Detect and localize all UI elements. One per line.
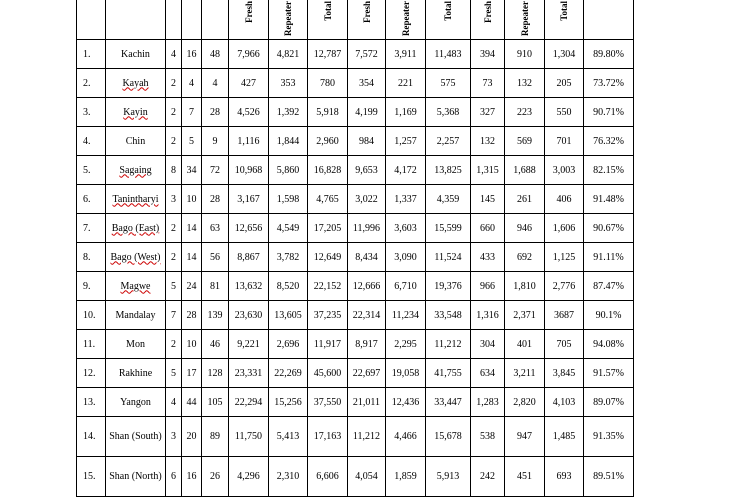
table-row (77, 417, 634, 457)
table-cell: 37,550 (308, 388, 348, 417)
table-cell: 22,269 (269, 359, 308, 388)
table-cell: 16 (182, 457, 202, 497)
row-number: 9. (77, 272, 106, 301)
table-cell: 105 (202, 388, 229, 417)
table-cell: 1,337 (386, 185, 426, 214)
table-cell: 3,003 (545, 156, 584, 185)
row-number: 3. (77, 98, 106, 127)
percentage-cell: 91.35% (584, 417, 634, 457)
table-cell: 17,205 (308, 214, 348, 243)
table-cell: 7 (182, 98, 202, 127)
percentage-cell: 90.1% (584, 301, 634, 330)
table-cell: 8,867 (229, 243, 269, 272)
row-number: 12. (77, 359, 106, 388)
table-cell: 705 (545, 330, 584, 359)
table-cell: 21,011 (348, 388, 386, 417)
table-cell: 1,116 (229, 127, 269, 156)
table-cell: 1,257 (386, 127, 426, 156)
table-row (77, 243, 634, 272)
percentage-cell: 91.11% (584, 243, 634, 272)
header-repeater-3: Repeater (505, 0, 545, 40)
percentage-cell: 87.47% (584, 272, 634, 301)
table-cell: 2 (166, 243, 182, 272)
row-number: 4. (77, 127, 106, 156)
table-cell: 4 (166, 40, 182, 69)
table-row (77, 272, 634, 301)
table-cell: 205 (545, 69, 584, 98)
table-cell: 4 (182, 69, 202, 98)
table-cell: 5 (166, 272, 182, 301)
table-cell: 6 (166, 457, 182, 497)
table-cell: 3,167 (229, 185, 269, 214)
region-name: Sagaing (106, 156, 166, 185)
table-cell: 4,296 (229, 457, 269, 497)
region-name: Tanintharyi (106, 185, 166, 214)
percentage-cell: 82.15% (584, 156, 634, 185)
header-total-3: Total (545, 0, 584, 40)
table-cell: 575 (426, 69, 471, 98)
table-cell: 128 (202, 359, 229, 388)
table-cell: 692 (505, 243, 545, 272)
table-cell: 1,485 (545, 417, 584, 457)
table-cell: 2 (166, 69, 182, 98)
table-cell: 4,466 (386, 417, 426, 457)
table-cell: 22,152 (308, 272, 348, 301)
table-row (77, 457, 634, 497)
table-cell: 4,103 (545, 388, 584, 417)
table-cell: 701 (545, 127, 584, 156)
header-total-2: Total (426, 0, 471, 40)
table-cell: 8,434 (348, 243, 386, 272)
table-cell: 12,787 (308, 40, 348, 69)
header-row (77, 0, 634, 40)
table-cell: 73 (471, 69, 505, 98)
table-cell: 6,710 (386, 272, 426, 301)
table-cell: 33,548 (426, 301, 471, 330)
table-cell: 2 (166, 330, 182, 359)
table-cell: 780 (308, 69, 348, 98)
table-cell: 26 (202, 457, 229, 497)
table-cell: 223 (505, 98, 545, 127)
header-cell (106, 0, 166, 40)
table-cell: 9,221 (229, 330, 269, 359)
region-name: Yangon (106, 388, 166, 417)
row-number: 6. (77, 185, 106, 214)
table-cell: 427 (229, 69, 269, 98)
table-cell: 15,599 (426, 214, 471, 243)
table-cell: 132 (471, 127, 505, 156)
header-cell (202, 0, 229, 40)
table-cell: 4,549 (269, 214, 308, 243)
table-cell: 19,058 (386, 359, 426, 388)
table-cell: 1,125 (545, 243, 584, 272)
table-cell: 4,359 (426, 185, 471, 214)
table-cell: 81 (202, 272, 229, 301)
table-cell: 3687 (545, 301, 584, 330)
region-name: Kayah (106, 69, 166, 98)
table-cell: 7,966 (229, 40, 269, 69)
table-cell: 37,235 (308, 301, 348, 330)
table-cell: 5,368 (426, 98, 471, 127)
table-cell: 1,283 (471, 388, 505, 417)
header-cell (584, 0, 634, 40)
table-cell: 354 (348, 69, 386, 98)
table-row (77, 127, 634, 156)
header-repeater-2: Repeater (386, 0, 426, 40)
header-fresh-1: Fresh (229, 0, 269, 40)
table-cell: 15,256 (269, 388, 308, 417)
percentage-cell: 94.08% (584, 330, 634, 359)
header-total-1: Total (308, 0, 348, 40)
table-cell: 23,630 (229, 301, 269, 330)
table-cell: 1,598 (269, 185, 308, 214)
table-cell: 660 (471, 214, 505, 243)
table-cell: 15,678 (426, 417, 471, 457)
table-cell: 1,392 (269, 98, 308, 127)
table-cell: 1,315 (471, 156, 505, 185)
percentage-cell: 89.80% (584, 40, 634, 69)
table-cell: 3,211 (505, 359, 545, 388)
table-row (77, 214, 634, 243)
table-cell: 33,447 (426, 388, 471, 417)
percentage-cell: 89.51% (584, 457, 634, 497)
row-number: 10. (77, 301, 106, 330)
header-fresh-3: Fresh (471, 0, 505, 40)
row-number: 13. (77, 388, 106, 417)
table-cell: 11,483 (426, 40, 471, 69)
table-cell: 22,294 (229, 388, 269, 417)
table-cell: 1,844 (269, 127, 308, 156)
table-cell: 2 (166, 98, 182, 127)
percentage-cell: 89.07% (584, 388, 634, 417)
table-cell: 22,697 (348, 359, 386, 388)
table-cell: 569 (505, 127, 545, 156)
table-cell: 8,520 (269, 272, 308, 301)
table-cell: 5,918 (308, 98, 348, 127)
table-cell: 2 (166, 127, 182, 156)
table-cell: 41,755 (426, 359, 471, 388)
table-cell: 1,606 (545, 214, 584, 243)
table-cell: 10,968 (229, 156, 269, 185)
table-cell: 14 (182, 243, 202, 272)
header-cell (182, 0, 202, 40)
table-cell: 56 (202, 243, 229, 272)
table-cell: 13,605 (269, 301, 308, 330)
table-cell: 261 (505, 185, 545, 214)
table-cell: 16,828 (308, 156, 348, 185)
table-cell: 3,782 (269, 243, 308, 272)
table-cell: 4,054 (348, 457, 386, 497)
table-cell: 401 (505, 330, 545, 359)
table-cell: 16 (182, 40, 202, 69)
table-cell: 550 (545, 98, 584, 127)
table-row (77, 185, 634, 214)
table-cell: 17 (182, 359, 202, 388)
table-cell: 7,572 (348, 40, 386, 69)
table-cell: 45,600 (308, 359, 348, 388)
table-cell: 966 (471, 272, 505, 301)
table-cell: 1,316 (471, 301, 505, 330)
table-cell: 327 (471, 98, 505, 127)
table-cell: 48 (202, 40, 229, 69)
region-name: Kachin (106, 40, 166, 69)
table-cell: 145 (471, 185, 505, 214)
table-cell: 9 (202, 127, 229, 156)
row-number: 8. (77, 243, 106, 272)
table-cell: 4,526 (229, 98, 269, 127)
header-fresh-2: Fresh (348, 0, 386, 40)
row-number: 7. (77, 214, 106, 243)
table-cell: 1,688 (505, 156, 545, 185)
table-cell: 24 (182, 272, 202, 301)
table-cell: 2,371 (505, 301, 545, 330)
region-name: Shan (South) (106, 417, 166, 457)
row-number: 2. (77, 69, 106, 98)
region-name: Kayin (106, 98, 166, 127)
table-cell: 394 (471, 40, 505, 69)
table-cell: 11,212 (348, 417, 386, 457)
table-cell: 17,163 (308, 417, 348, 457)
table-row (77, 98, 634, 127)
table-cell: 11,750 (229, 417, 269, 457)
percentage-cell: 90.67% (584, 214, 634, 243)
table-cell: 3,603 (386, 214, 426, 243)
percentage-cell: 91.48% (584, 185, 634, 214)
table-cell: 46 (202, 330, 229, 359)
table-cell: 12,666 (348, 272, 386, 301)
table-cell: 12,656 (229, 214, 269, 243)
table-cell: 2,776 (545, 272, 584, 301)
header-repeater-1: Repeater (269, 0, 308, 40)
table-row (77, 40, 634, 69)
table-row (77, 359, 634, 388)
table-cell: 4,199 (348, 98, 386, 127)
table-cell: 2,257 (426, 127, 471, 156)
table-cell: 13,825 (426, 156, 471, 185)
table-cell: 11,212 (426, 330, 471, 359)
table-cell: 353 (269, 69, 308, 98)
table-cell: 11,524 (426, 243, 471, 272)
table-cell: 1,810 (505, 272, 545, 301)
table-cell: 19,376 (426, 272, 471, 301)
table-cell: 28 (202, 185, 229, 214)
table-cell: 4 (202, 69, 229, 98)
table-cell: 3 (166, 417, 182, 457)
table-cell: 4,821 (269, 40, 308, 69)
table-cell: 2,310 (269, 457, 308, 497)
region-name: Bago (West) (106, 243, 166, 272)
row-number: 5. (77, 156, 106, 185)
table-cell: 11,234 (386, 301, 426, 330)
table-cell: 11,917 (308, 330, 348, 359)
row-number: 11. (77, 330, 106, 359)
table-cell: 1,304 (545, 40, 584, 69)
table-cell: 22,314 (348, 301, 386, 330)
region-name: Shan (North) (106, 457, 166, 497)
region-name: Chin (106, 127, 166, 156)
table-row (77, 330, 634, 359)
table-cell: 6,606 (308, 457, 348, 497)
table-cell: 538 (471, 417, 505, 457)
table-cell: 433 (471, 243, 505, 272)
table-cell: 89 (202, 417, 229, 457)
table-cell: 20 (182, 417, 202, 457)
table-cell: 7 (166, 301, 182, 330)
table-cell: 8 (166, 156, 182, 185)
table-cell: 634 (471, 359, 505, 388)
table-cell: 984 (348, 127, 386, 156)
table-cell: 2 (166, 214, 182, 243)
table-cell: 3,090 (386, 243, 426, 272)
table-cell: 28 (202, 98, 229, 127)
table-cell: 2,960 (308, 127, 348, 156)
table-cell: 693 (545, 457, 584, 497)
table-cell: 4 (166, 388, 182, 417)
table-row (77, 69, 634, 98)
percentage-cell: 76.32% (584, 127, 634, 156)
percentage-cell: 91.57% (584, 359, 634, 388)
table-cell: 242 (471, 457, 505, 497)
table-cell: 3,022 (348, 185, 386, 214)
table-cell: 13,632 (229, 272, 269, 301)
region-name: Bago (East) (106, 214, 166, 243)
table-cell: 5,413 (269, 417, 308, 457)
table-cell: 44 (182, 388, 202, 417)
table-cell: 2,295 (386, 330, 426, 359)
table-cell: 5,913 (426, 457, 471, 497)
row-number: 15. (77, 457, 106, 497)
table-cell: 34 (182, 156, 202, 185)
table-row (77, 301, 634, 330)
table-row (77, 388, 634, 417)
table-cell: 72 (202, 156, 229, 185)
table-cell: 23,331 (229, 359, 269, 388)
table-cell: 139 (202, 301, 229, 330)
table-cell: 4,172 (386, 156, 426, 185)
table-cell: 10 (182, 330, 202, 359)
table-cell: 12,436 (386, 388, 426, 417)
row-number: 14. (77, 417, 106, 457)
row-number: 1. (77, 40, 106, 69)
table-cell: 221 (386, 69, 426, 98)
table-cell: 3,845 (545, 359, 584, 388)
table-cell: 2,696 (269, 330, 308, 359)
region-name: Rakhine (106, 359, 166, 388)
table-cell: 947 (505, 417, 545, 457)
table-cell: 11,996 (348, 214, 386, 243)
table-cell: 451 (505, 457, 545, 497)
table-cell: 5,860 (269, 156, 308, 185)
table-cell: 10 (182, 185, 202, 214)
table-cell: 1,859 (386, 457, 426, 497)
table-cell: 14 (182, 214, 202, 243)
table-cell: 2,820 (505, 388, 545, 417)
table-cell: 132 (505, 69, 545, 98)
table-cell: 3 (166, 185, 182, 214)
table-cell: 1,169 (386, 98, 426, 127)
header-cell (77, 0, 106, 40)
region-name: Mon (106, 330, 166, 359)
table-cell: 9,653 (348, 156, 386, 185)
table-cell: 63 (202, 214, 229, 243)
data-table (76, 0, 634, 497)
region-name: Magwe (106, 272, 166, 301)
table-cell: 8,917 (348, 330, 386, 359)
table-cell: 5 (166, 359, 182, 388)
table-cell: 946 (505, 214, 545, 243)
table-cell: 12,649 (308, 243, 348, 272)
table-cell: 4,765 (308, 185, 348, 214)
header-cell (166, 0, 182, 40)
table-cell: 910 (505, 40, 545, 69)
table-cell: 28 (182, 301, 202, 330)
table-cell: 304 (471, 330, 505, 359)
table-cell: 3,911 (386, 40, 426, 69)
table-cell: 5 (182, 127, 202, 156)
region-name: Mandalay (106, 301, 166, 330)
percentage-cell: 90.71% (584, 98, 634, 127)
table-cell: 406 (545, 185, 584, 214)
percentage-cell: 73.72% (584, 69, 634, 98)
table-row (77, 156, 634, 185)
